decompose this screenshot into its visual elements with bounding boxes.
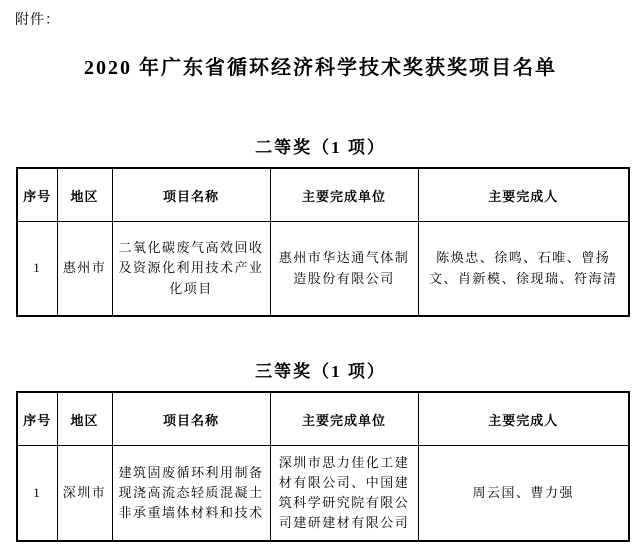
column-header-region: 地区 xyxy=(57,392,112,446)
cell-no: 1 xyxy=(17,446,57,542)
cell-unit: 深圳市思力佳化工建材有限公司、中国建筑科学研究院有限公司建研建材有限公司 xyxy=(270,446,418,542)
cell-people: 周云国、曹力强 xyxy=(418,446,629,542)
cell-people: 陈焕忠、徐鸣、石唯、曾扬文、肖新模、徐现瑞、符海清 xyxy=(418,222,629,317)
cell-project: 二氧化碳废气高效回收及资源化利用技术产业化项目 xyxy=(112,222,270,317)
column-header-unit: 主要完成单位 xyxy=(270,168,418,222)
section-heading-third-prize: 三等奖（1 项） xyxy=(255,362,386,381)
column-header-people: 主要完成人 xyxy=(418,392,629,446)
column-header-no: 序号 xyxy=(17,392,57,446)
page-title: 2020 年广东省循环经济科学技术奖获奖项目名单 xyxy=(84,57,557,79)
column-header-unit: 主要完成单位 xyxy=(270,392,418,446)
table-row xyxy=(17,222,629,317)
section-heading-second-prize: 二等奖（1 项） xyxy=(255,138,386,157)
column-header-region: 地区 xyxy=(57,168,112,222)
table-header-row xyxy=(17,168,629,222)
column-header-project: 项目名称 xyxy=(112,168,270,222)
third-prize-table xyxy=(16,391,630,542)
cell-no: 1 xyxy=(17,222,57,317)
attachment-label: 附件： xyxy=(15,13,60,28)
table-header-row xyxy=(17,392,629,446)
cell-region: 惠州市 xyxy=(57,222,112,317)
cell-unit: 惠州市华达通气体制造股份有限公司 xyxy=(270,222,418,317)
table-row xyxy=(17,446,629,542)
column-header-people: 主要完成人 xyxy=(418,168,629,222)
second-prize-table xyxy=(16,167,630,317)
column-header-no: 序号 xyxy=(17,168,57,222)
column-header-project: 项目名称 xyxy=(112,392,270,446)
cell-project: 建筑固废循环利用制备现浇高流态轻质混凝土非承重墙体材料和技术 xyxy=(112,446,270,542)
cell-region: 深圳市 xyxy=(57,446,112,542)
